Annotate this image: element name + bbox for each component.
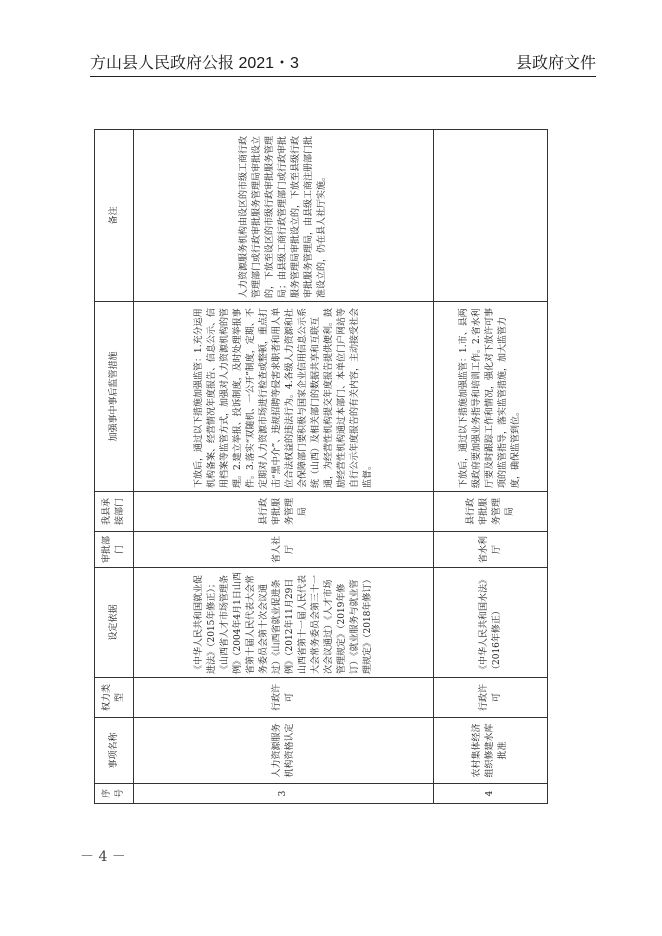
row-no: 3 — [134, 784, 434, 804]
row-type: 行政许可 — [434, 678, 548, 718]
row-local: 县行政审批服务管理局 — [434, 492, 548, 532]
row-basis: 《中华人民共和国水法》（2016年修正） — [434, 568, 548, 678]
col-header-local: 我县承接部门 — [95, 492, 134, 532]
bulletin-title: 方山县人民政府公报 2021・3 — [90, 55, 299, 72]
table-row — [434, 130, 548, 804]
row-basis: 《中华人民共和国就业促进法》（2015年修正）；《山西省人才市场管理条例》（2004年4月1日山西省第十届人民代表大会常务委员会第十次会议通过）《山西省就业促进条例》（2012年11月29日山西省第十一届人民代表大会常务委员会第三十一次会议通过）《人才市场管理规定》（2019年修订）《就业服务与就业管理规定》（2018年修订） — [134, 568, 434, 678]
col-header-type: 权力类型 — [95, 678, 134, 718]
table-header-row — [95, 130, 134, 804]
power-items-table — [94, 129, 548, 804]
row-approval: 省水利厅 — [434, 532, 548, 568]
table-row — [134, 130, 434, 804]
page-number: － 4 － — [80, 849, 126, 865]
row-approval: 省人社厅 — [134, 532, 434, 568]
page-header — [90, 50, 596, 77]
col-header-measures: 加强事中事后监管措施 — [95, 302, 134, 492]
row-name: 人力资源服务机构资格认定 — [134, 718, 434, 784]
col-header-basis: 设定依据 — [95, 568, 134, 678]
row-remark — [434, 130, 548, 302]
col-header-name: 事项名称 — [95, 718, 134, 784]
row-no: 4 — [434, 784, 548, 804]
row-local: 县行政审批服务管理局 — [134, 492, 434, 532]
row-name: 农村集体经济组织修建水库批准 — [434, 718, 548, 784]
col-header-remark: 备注 — [95, 130, 134, 302]
section-title: 县政府文件 — [515, 55, 596, 72]
col-header-approval: 审批部门 — [95, 532, 134, 568]
row-measures: 下放后，通过以下措施加强监管：1.充分运用机构备案、经营情况年度报告、信息公示、信用档案等监管方式，加强对人力资源机构的管理。2.建立举报、投诉制度，及时处理举报事件。3.落实“双随机、一公开”制度，定期、不定期对人力资源市场进行检查或整顿，重点打击“黑中介”、违规招聘等侵害求职者和用人单位合法权益的违法行为。4.各级人力资源和社会保障部门要积极与国家企业信用信息公示系统（山西）及相关部门的数据共享和互联互通，为经营性机构提交年度报告提供便利。鼓励经营性机构通过本部门、本单位门户网站等自行公示年度报告的有关内容，主动接受社会监督。 — [134, 302, 434, 492]
table-container — [94, 130, 542, 804]
row-remark: 人力资源服务机构由设区的市级工商行政管理部门或行政审批服务管理局审批设立的，下放至设区的市级行政审批服务管理局；由县级工商行政管理部门或行政审批服务管理局审批设立的，下放至县级行政审批服务管理局，由县级工商注册部门批准设立的，仍在县人社厅实施。 — [134, 130, 434, 302]
row-type: 行政许可 — [134, 678, 434, 718]
row-measures: 下放后，通过以下措施加强监管：1.市、县两级政府要加强业务指导和培训工作。2.省水利厅要及时跟踪工作和情况，强化对下放许可事项的监管指导，落实监管措施，加大监管力度，确保监管到位。 — [434, 302, 548, 492]
col-header-no: 序号 — [95, 784, 134, 804]
